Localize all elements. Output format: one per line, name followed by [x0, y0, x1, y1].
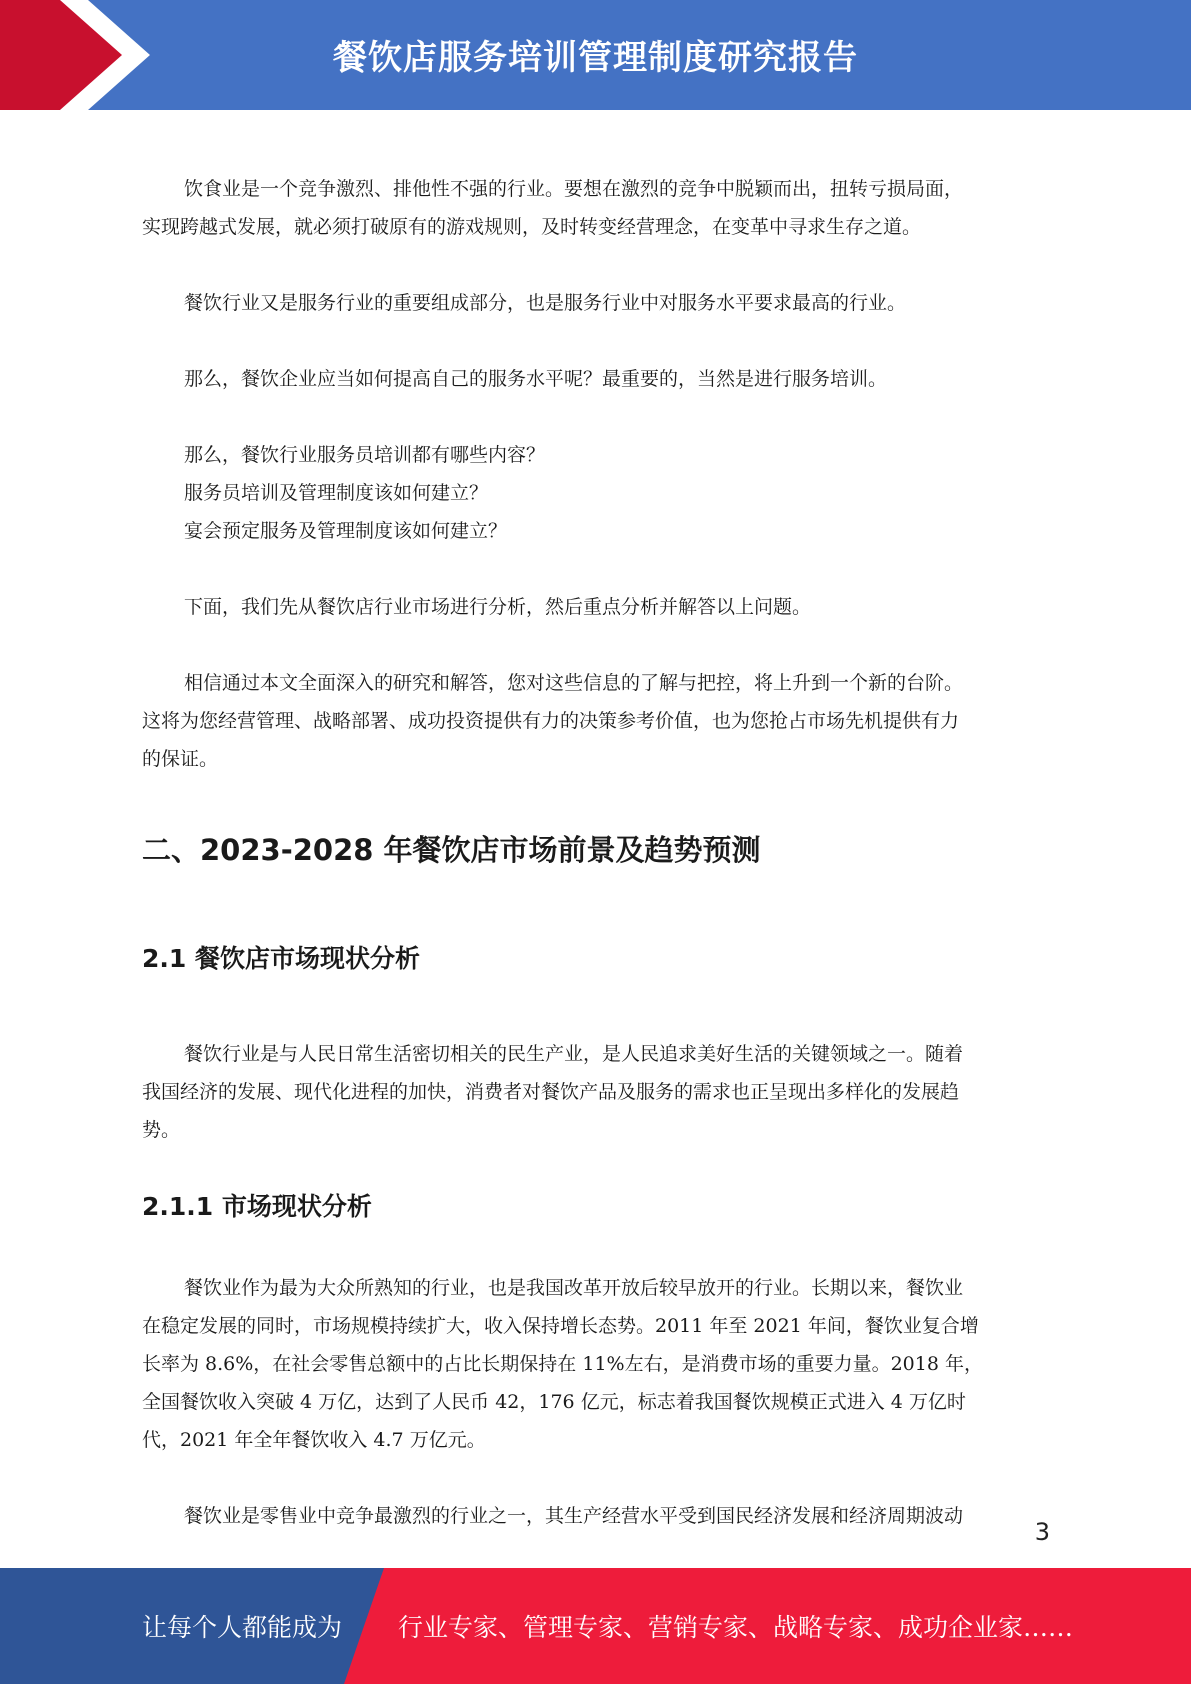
question-item: 宴会预定服务及管理制度该如何建立？ [184, 520, 508, 542]
paragraph: 的保证。 [142, 748, 219, 770]
page-number: 3 [1034, 1518, 1050, 1546]
paragraph: 势。 [142, 1119, 181, 1141]
footer-slogan-left: 让每个人都能成为 [142, 1613, 343, 1642]
paragraph: 饮食业是一个竞争激烈、排他性不强的行业。要想在激烈的竞争中脱颖而出，扭转亏损局面， [184, 178, 964, 200]
paragraph: 在稳定发展的同时，市场规模持续扩大，收入保持增长态势。2011 年至 2021 年间，餐饮业复合增 [142, 1315, 979, 1337]
header-title: 餐饮店服务培训管理制度研究报告 [333, 38, 858, 78]
document-body [142, 170, 1046, 1535]
subsection-heading: 2.1 餐饮店市场现状分析 [142, 944, 420, 973]
paragraph: 相信通过本文全面深入的研究和解答，您对这些信息的了解与把控，将上升到一个新的台阶。 [184, 672, 964, 694]
paragraph: 下面，我们先从餐饮店行业市场进行分析，然后重点分析并解答以上问题。 [184, 596, 812, 618]
paragraph: 餐饮行业是与人民日常生活密切相关的民生产业，是人民追求美好生活的关键领域之一。随着 [184, 1043, 964, 1065]
paragraph: 餐饮业作为最为大众所熟知的行业，也是我国改革开放后较早放开的行业。长期以来，餐饮业 [184, 1277, 964, 1299]
paragraph: 这将为您经营管理、战略部署、成功投资提供有力的决策参考价值，也为您抢占市场先机提供有力 [142, 710, 960, 732]
paragraph: 那么，餐饮企业应当如何提高自己的服务水平呢？最重要的，当然是进行服务培训。 [184, 368, 888, 390]
question-item: 服务员培训及管理制度该如何建立？ [184, 482, 489, 504]
question-item: 那么，餐饮行业服务员培训都有哪些内容？ [184, 444, 546, 466]
subsection-heading: 2.1.1 市场现状分析 [142, 1192, 372, 1221]
paragraph: 全国餐饮收入突破 4 万亿，达到了人民币 42，176 亿元，标志着我国餐饮规模正式进入 4 万亿时 [142, 1391, 966, 1413]
paragraph: 长率为 8.6%，在社会零售总额中的占比长期保持在 11%左右，是消费市场的重要力量。2018 年， [142, 1353, 983, 1375]
paragraph: 餐饮业是零售业中竞争最激烈的行业之一，其生产经营水平受到国民经济发展和经济周期波动 [184, 1505, 964, 1527]
paragraph: 我国经济的发展、现代化进程的加快，消费者对餐饮产品及服务的需求也正呈现出多样化的发展趋 [142, 1081, 960, 1103]
paragraph: 餐饮行业又是服务行业的重要组成部分，也是服务行业中对服务水平要求最高的行业。 [184, 292, 907, 314]
page-header [0, 0, 1191, 110]
footer-slogan-right: 行业专家、管理专家、营销专家、战略专家、成功企业家…… [398, 1613, 1074, 1642]
section-heading: 二、2023-2028 年餐饮店市场前景及趋势预测 [142, 833, 761, 867]
page-footer [0, 1568, 1191, 1684]
paragraph: 代，2021 年全年餐饮收入 4.7 万亿元。 [142, 1429, 486, 1451]
paragraph: 实现跨越式发展，就必须打破原有的游戏规则，及时转变经营理念，在变革中寻求生存之道。 [142, 216, 922, 238]
